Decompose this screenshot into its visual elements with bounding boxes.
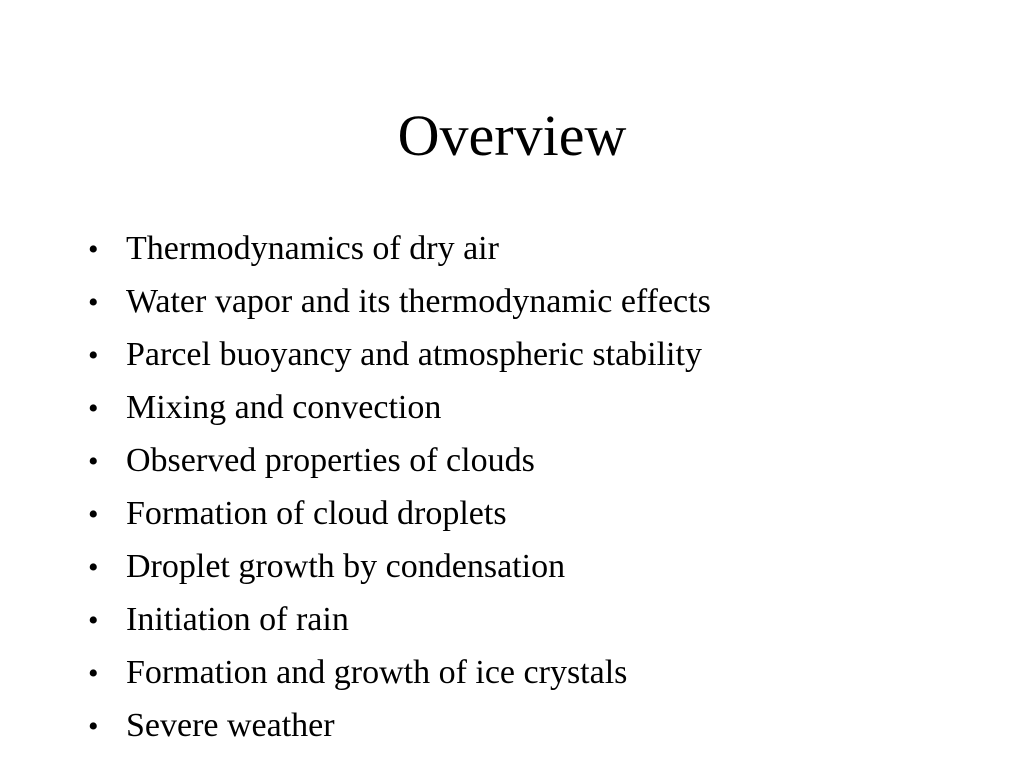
list-item xyxy=(88,699,711,752)
list-item-text: Observed properties of clouds xyxy=(126,442,535,479)
slide-title: Overview xyxy=(397,103,627,168)
bullet-icon: • xyxy=(88,339,99,372)
bullet-icon: • xyxy=(88,445,99,478)
list-item-text: Formation of cloud droplets xyxy=(126,495,507,532)
list-item-text: Thermodynamics of dry air xyxy=(126,230,499,267)
bullet-icon: • xyxy=(88,286,99,319)
list-item xyxy=(88,646,711,699)
list-item xyxy=(88,593,711,646)
bullet-icon: • xyxy=(88,392,99,425)
bullet-icon: • xyxy=(88,710,99,743)
list-item-text: Water vapor and its thermodynamic effects xyxy=(126,283,711,320)
bullet-icon: • xyxy=(88,233,99,266)
list-item-text: Severe weather xyxy=(126,707,335,744)
bullet-icon: • xyxy=(88,604,99,637)
list-item xyxy=(88,487,711,540)
list-item xyxy=(88,275,711,328)
bullet-icon: • xyxy=(88,498,99,531)
bullet-icon: • xyxy=(88,551,99,584)
list-item xyxy=(88,222,711,275)
list-item-text: Droplet growth by condensation xyxy=(126,548,566,585)
list-item xyxy=(88,434,711,487)
list-item-text: Mixing and convection xyxy=(126,389,442,426)
list-item-text: Parcel buoyancy and atmospheric stability xyxy=(126,336,702,373)
list-item xyxy=(88,540,711,593)
bullet-list xyxy=(88,222,711,752)
list-item-text: Formation and growth of ice crystals xyxy=(126,654,628,691)
list-item xyxy=(88,328,711,381)
bullet-icon: • xyxy=(88,657,99,690)
list-item xyxy=(88,381,711,434)
list-item-text: Initiation of rain xyxy=(126,601,349,638)
